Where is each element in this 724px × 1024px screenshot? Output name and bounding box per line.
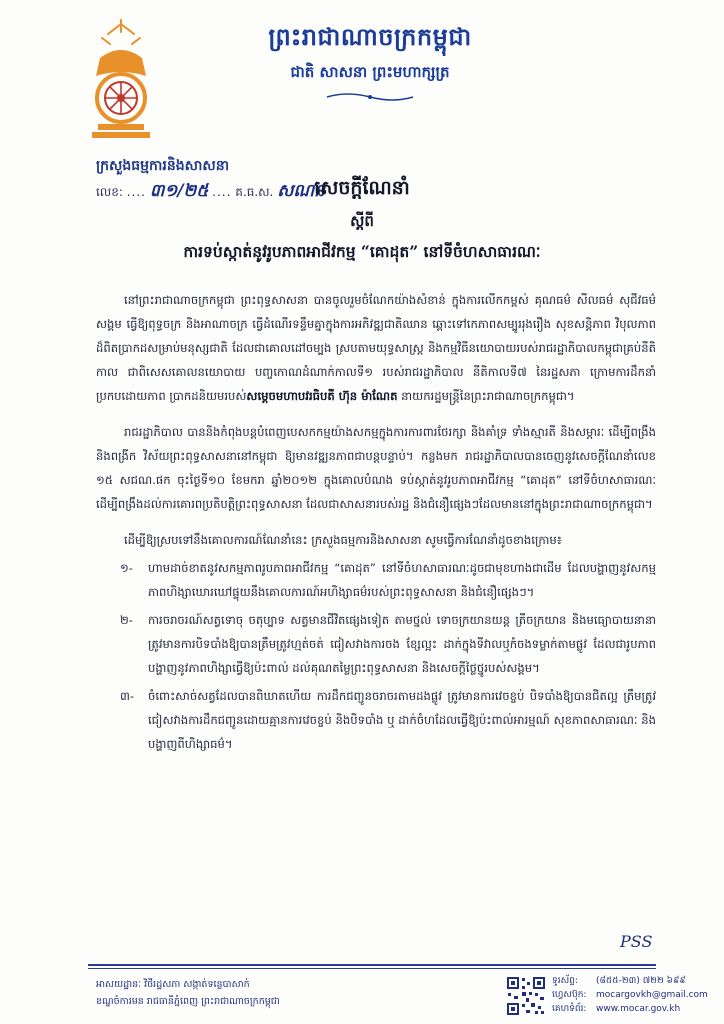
- contact-website[interactable]: គេហទំព័រ: www.mocar.gov.kh: [552, 1004, 681, 1014]
- ministry-name: ក្រសួងធម្មការនិងសាសនា: [96, 158, 230, 174]
- paragraph-government: រាជរដ្ឋាភិបាល បាននិងកំពុងបន្តបំពេញបេសកកម្មយ៉ាងសកម្មក្នុងការការពារថែរក្សា និងគាំទ្រ ទាំងស្មារតី និងសម្ភារៈ ដើម្បីពង្រឹង និងពង្រីក វិស័យព្រះពុទ្ធសាសនានៅកម្ពុជា ឱ្យមានវឌ្ឍនភាពជាបន្តបន្ទាប់។ កន្លងមក រាជរដ្ឋាភិបាលបានចេញនូវសេចក្តីណែនាំលេខ ១៥ សជណ.ផក ចុះថ្ងៃទី១០ ខែមករា ឆ្នាំ២០១២ ក្នុងគោលបំណង ទប់ស្កាត់នូវរូបភាពអាជីវកម្ម “គោដុត” នៅទីចំហសាធារណៈ ដើម្បីពង្រឹងដល់ការគោរពប្រតិបត្តិព្រះពុទ្ធសាសនា ដែលជាសាសនារបស់រដ្ឋ និងជំនឿផ្សេងៗដែលមាននៅក្នុងព្រះរាជាណាចក្រកម្ពុជា។: [96, 425, 656, 511]
- ref-number: ៣១/២៥: [149, 181, 209, 201]
- signature-initials: PSS: [620, 932, 653, 951]
- list-item-text: ហាមដាច់ខាតនូវសកម្មភាពរូបភាពអាជីវកម្ម “គោដុត” នៅទីចំហសាធារណៈដូចជាមុខហាងជាដើម ដែលបង្ហាញនូវសកម្មភាពហិង្សាឃោរឃៅផ្ទុយនឹងគោលការណ៍អហិង្សាធម៌របស់ព្រះពុទ្ធសាសនា និងជំនឿផ្សេងៗ។: [148, 561, 656, 599]
- ref-label: លេខ:: [96, 185, 123, 199]
- contact-phone: ទូរស័ព្ទ: (៨៥៥-២៣) ៧២២ ៦៩៩: [552, 976, 686, 986]
- paragraph-intro-end: នាយករដ្ឋមន្ត្រីនៃព្រះរាជាណាចក្រកម្ពុជា។: [397, 389, 575, 403]
- list-item-text: ការចរាចរណ៍សត្វទោចុ ចតុប្បាទ សត្វមានជីវិតផ្សេងទៀត តាមថ្នល់ ទោចក្រយានយន្ត ត្រីចក្រយាន និងមធ្យោបាយនានាត្រូវមានការបិទបាំងឱ្យបានត្រឹមត្រូវហ្មត់ចត់ ជៀសវាងការចង ខ្សែល្អះ ដាក់ក្នុងទីវាលឬកំចងទម្លាក់តាមផ្លូវ ដែលជារូបភាពបង្ហាញនូវភាពហិង្សាធ្វើឱ្យប៉ះពាល់ ដល់គុណតម្លៃព្រះពុទ្ធសាសនា និងសេចក្តីថ្លៃថ្នូរបស់សង្គម។: [148, 613, 656, 675]
- document-body: [96, 288, 656, 760]
- national-motto: ជាតិ សាសនា ព្រះមហាក្សត្រ: [290, 63, 450, 81]
- address-line-1: អាសយដ្ឋានៈ វិថីរដ្ឋសភា សង្កាត់ទន្លេបាសាក់: [96, 979, 250, 990]
- qr-code-icon: [506, 976, 546, 1016]
- list-item-number: ១-: [120, 561, 133, 575]
- footer-contacts: [552, 974, 708, 1016]
- list-item: [96, 556, 656, 604]
- ref-dept: គ.ធ.ស.: [235, 185, 274, 199]
- paragraph-intro: [96, 288, 656, 408]
- kingdom-header: [220, 22, 520, 103]
- footer-divider-thin: [88, 968, 656, 969]
- ornament-divider-icon: [325, 91, 415, 103]
- list-item: [96, 608, 656, 680]
- ministry-emblem-icon: [88, 14, 154, 144]
- address-line-2: ខណ្ឌចំការមន រាជធានីភ្នំពេញ ព្រះរាជាណាចក្រកម្ពុជា: [96, 996, 280, 1007]
- prime-minister-name: សម្តេចមហាបវរធិបតី ហ៊ុន ម៉ាណែត: [246, 389, 398, 403]
- document-subtitle-about: ស្តីពី: [350, 212, 374, 230]
- kingdom-title: ព្រះរាជាណាចក្រកម្ពុជា: [268, 22, 472, 51]
- list-item-number: ៣-: [120, 689, 135, 703]
- footer-address: [96, 976, 376, 1010]
- list-item: [96, 684, 656, 756]
- list-item-text: ចំពោះសាច់សត្វដែលបានពិឃាតហើយ ការដឹកជញ្ជូនចរាចរតាមដងផ្លូវ ត្រូវមានការវេចខ្ចប់ បិទបាំងឱ្យបានជិតល្អ ត្រឹមត្រូវ ជៀសវាងការដឹកជញ្ជូនដោយគ្មានការវេចខ្ចប់ និងបិទបាំង ឬ ដាក់ចំហដែលធ្វើឱ្យប៉ះពាល់អារម្មណ៍ សុខភាពសាធារណៈ និងបង្ហាញពីហិង្សាធម៌។: [148, 689, 656, 751]
- ref-suffix: សណន: [277, 181, 325, 201]
- contact-facebook[interactable]: ហ្វេសប៊ុក: mocargovkh@gmail.com: [552, 990, 708, 1000]
- footer-divider: [88, 964, 656, 966]
- list-item-number: ២-: [120, 613, 133, 627]
- document-title: សេចក្តីណែនាំ: [314, 177, 410, 199]
- paragraph-instructions-intro: ដើម្បីឱ្យស្របទៅនឹងគោលការណ៍ណែនាំនេះ ក្រសួងធម្មការនិងសាសនា សូមធ្វើការណែនាំដូចខាងក្រោម៖: [124, 533, 562, 547]
- reference-number: លេខ: .... ៣១/២៥ .... គ.ធ.ស. សណន: [96, 181, 325, 201]
- paragraph-intro-text: នៅព្រះរាជាណាចក្រកម្ពុជា ព្រះពុទ្ធសាសនា បានចូលរួមចំណែកយ៉ាងសំខាន់ ក្នុងការលើកកម្ពស់ គុណធម៌ សីលធម៌ សុជីវធម៌សង្គម ធ្វើឱ្យពុទ្ធចក្រ និងអាណាចក្រ ធ្វើដំណើរទន្ទឹមគ្នាក្នុងការអភិវឌ្ឍជាតិឈាន ឆ្ពោះទៅកេភាពសម្បូររុងរឿង សុខសន្តិភាព វិបុលភាពដ៏ពិតប្រាកដសម្រាប់មនុស្សជាតិ ដែលជាគោលដៅចម្បង ស្របតាមយុទ្ធសាស្ត្រ និងកម្មវិធីនយោបាយរបស់រាជរដ្ឋាភិបាលកម្ពុជាគ្រប់នីតិកាល ជាពិសេសគោលនយោបាយ បញ្ចកោណដំណាក់កាលទី១ របស់រាជរដ្ឋាភិបាល នីតិកាលទី៧ នៃរដ្ឋសភា ក្រោមការដឹកនាំប្រកបដោយភាព ប្រាកដនិយមរបស់: [96, 293, 656, 403]
- document-subject: ការទប់ស្កាត់នូវរូបភាពអាជីវកម្ម “គោដុត” នៅទីចំហសាធារណៈ: [183, 242, 541, 261]
